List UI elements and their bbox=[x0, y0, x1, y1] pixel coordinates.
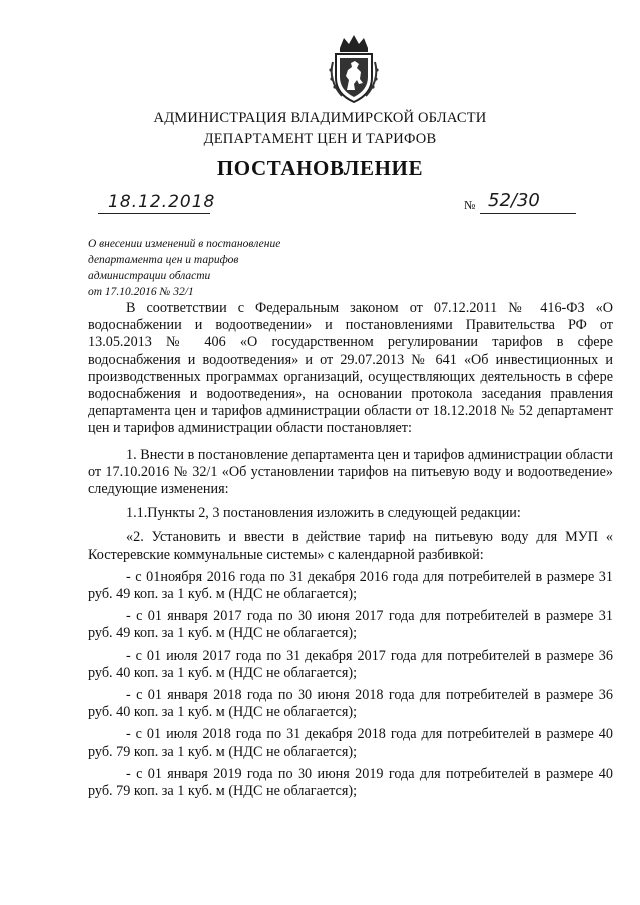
tariff-paragraph: - с 01 января 2018 года по 30 июня 2018 года для потребителей в размере 36 руб. 40 коп. за 1 куб. м (НДС не облагается); bbox=[88, 687, 613, 721]
coat-of-arms-icon bbox=[326, 32, 382, 104]
tariff-paragraph: - с 01 июля 2018 года по 31 декабря 2018 года для потребителей в размере 40 руб. 79 коп. за 1 куб. м (НДС не облагается); bbox=[88, 726, 613, 760]
subject-line: администрации области bbox=[88, 270, 211, 282]
tariff-paragraph: - с 01 января 2019 года по 30 июня 2019 года для потребителей в размере 40 руб. 79 коп. за 1 куб. м (НДС не облагается); bbox=[88, 765, 613, 800]
number-underline bbox=[480, 213, 576, 214]
preamble-paragraph: В соответствии с Федеральным законом от 07.12.2011 № 416-ФЗ «О водоснабжении и водоотведении» и постановлениями Правительства РФ от 13.05.2013 № 406 «О государственном регулировании тарифов в сфере водоснабжения и водоотведения» и от 29.07.2013 № 641 «Об инвестиционных и производственных программах организаций, осуществляющих деятельность в сфере водоснабжения и водоотведения», на основании протокола заседания правления департамента цен и тарифов администрации области от 18.12.2018 № 52 департамент цен и тарифов администрации области постановляет: bbox=[88, 300, 613, 437]
document-body bbox=[88, 300, 613, 800]
date-underline bbox=[98, 213, 210, 214]
document-subject bbox=[88, 236, 348, 300]
number-sign: № bbox=[464, 198, 476, 212]
organization-name: АДМИНИСТРАЦИЯ ВЛАДИМИРСКОЙ ОБЛАСТИ bbox=[153, 110, 487, 126]
item-1-1-paragraph: 1.1.Пункты 2, 3 постановления изложить в следующей редакции: bbox=[126, 505, 521, 522]
subject-line: О внесении изменений в постановление bbox=[88, 238, 281, 250]
tariff-paragraph: - с 01ноября 2016 года по 31 декабря 2016 года для потребителей в размере 31 руб. 49 коп. за 1 куб. м (НДС не облагается); bbox=[88, 568, 613, 603]
subject-line: департамента цен и тарифов bbox=[88, 254, 239, 266]
document-number: 52/30 bbox=[488, 190, 540, 211]
item-2-paragraph: «2. Установить и ввести в действие тариф на питьевую воду для МУП « Костеревские коммунальные системы» с календарной разбивкой: bbox=[88, 529, 613, 563]
tariff-paragraph: - с 01 января 2017 года по 30 июня 2017 года для потребителей в размере 31 руб. 49 коп. за 1 куб. м (НДС не облагается); bbox=[88, 608, 613, 642]
subject-line: от 17.10.2016 № 32/1 bbox=[88, 286, 194, 298]
document-type: ПОСТАНОВЛЕНИЕ bbox=[216, 156, 424, 180]
document-date: 18.12.2018 bbox=[108, 192, 216, 212]
tariff-paragraph: - с 01 июля 2017 года по 31 декабря 2017 года для потребителей в размере 36 руб. 40 коп. за 1 куб. м (НДС не облагается); bbox=[88, 647, 613, 681]
department-name: ДЕПАРТАМЕНТ ЦЕН И ТАРИФОВ bbox=[203, 131, 437, 147]
item-1-paragraph: 1. Внести в постановление департамента цен и тарифов администрации области от 17.10.2016 № 32/1 «Об установлении тарифов на питьевую воду и водоотведение» следующие изменения: bbox=[88, 446, 613, 498]
